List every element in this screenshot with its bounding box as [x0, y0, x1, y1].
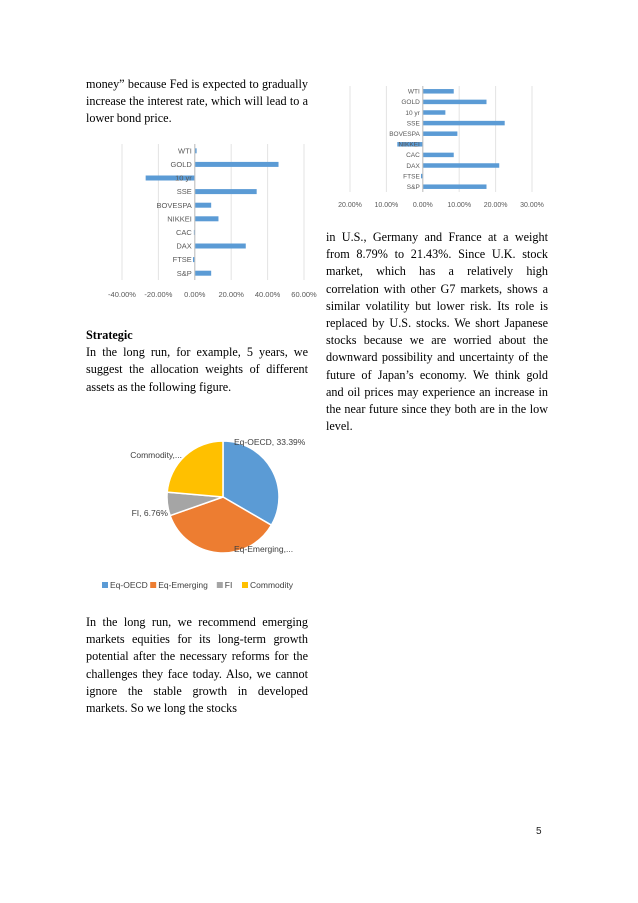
legend-label: Eq-Emerging: [158, 580, 208, 590]
pie-chart-allocation: [96, 430, 318, 598]
legend-label: Eq-OECD: [110, 580, 148, 590]
category-label: S&P: [406, 183, 420, 191]
x-tick-label: 40.00%: [254, 290, 281, 299]
slice-label: Commodity,...: [130, 450, 182, 460]
category-label: CAC: [406, 152, 420, 160]
category-label: GOLD: [401, 99, 420, 107]
bar-chart-returns-wide: [86, 140, 326, 302]
bar: [195, 271, 211, 276]
category-label: WTI: [178, 146, 192, 156]
x-tick-label: -20.00%: [144, 290, 173, 299]
x-tick-label: 20.00%: [218, 290, 244, 299]
category-label: S&P: [176, 268, 192, 278]
x-tick-label: 20.00%: [338, 202, 362, 209]
text-left-top: money” because Fed is expected to gradually increase the interest rate, which will lead to a lower bond price.: [86, 77, 308, 126]
bar: [423, 184, 487, 189]
x-tick-label: 0.00%: [412, 202, 433, 209]
text-left-bottom: In the long run, we recommend emerging markets equities for its long-term growth potential after the necessary reforms for the challenges they face today. Also, we cannot ignore the stable growth in developed markets. So we long the stocks: [86, 615, 308, 716]
x-tick-label: 10.00%: [447, 202, 472, 209]
bar: [423, 89, 454, 94]
x-tick-label: 30.00%: [520, 202, 544, 209]
legend-swatch: [217, 582, 223, 588]
bar: [423, 100, 487, 105]
x-tick-label: 20.00%: [483, 202, 508, 209]
category-label: NIKKEI: [167, 214, 192, 224]
x-tick-label: 60.00%: [291, 290, 317, 299]
heading-strategic: Strategic: [86, 328, 133, 342]
legend-label: FI: [224, 580, 233, 590]
bar: [423, 163, 499, 168]
page-number: 5: [536, 826, 542, 837]
category-label: WTI: [407, 88, 420, 96]
x-tick-label: -40.00%: [108, 290, 136, 299]
section-strategic: [86, 327, 308, 396]
category-label: FTSE: [403, 173, 420, 181]
x-tick-label: 10.00%: [374, 202, 399, 209]
legend-label: Commodity: [250, 580, 293, 590]
bar-chart-returns-narrow: [326, 82, 548, 212]
category-label: 10 yr: [175, 173, 192, 183]
paragraph-right: [326, 229, 548, 435]
bar: [423, 110, 446, 115]
category-label: FTSE: [172, 255, 192, 265]
bar: [423, 121, 505, 126]
slice-label: Eq-OECD, 33.39%: [234, 437, 306, 447]
bar: [195, 189, 257, 194]
category-label: DAX: [176, 241, 192, 251]
bar: [195, 216, 219, 221]
paragraph-left-top: [86, 76, 308, 128]
text-right: in U.S., Germany and France at a weight from 8.79% to 21.43%. Since U.K. stock market, which has a relatively high correlation with other G7 markets, shows a similar volatility but lower risk. Its role is replaced by U.S. stocks. We short Japanese stocks because we are worried about the downward possibility and uncertainty of the future of Japan’s economy. We think gold and oil prices may experience an increase in the near future since they both are in the low level.: [326, 230, 548, 434]
bar: [195, 162, 279, 167]
legend-swatch: [102, 582, 108, 588]
category-label: NIKKEI: [398, 141, 420, 149]
paragraph-left-bottom: [86, 614, 308, 717]
slice-label: FI, 6.76%: [131, 508, 168, 518]
text-strategic-body: In the long run, for example, 5 years, we suggest the allocation weights of different assets as the following figure.: [86, 345, 308, 394]
category-label: CAC: [175, 228, 192, 238]
x-tick-label: 0.00%: [184, 290, 206, 299]
bar: [423, 131, 458, 136]
category-label: BOVESPA: [389, 130, 420, 138]
category-label: DAX: [406, 162, 420, 170]
bar: [195, 203, 211, 208]
category-label: SSE: [176, 187, 192, 197]
bar: [423, 153, 454, 158]
category-label: BOVESPA: [156, 200, 192, 210]
category-label: GOLD: [170, 160, 192, 170]
legend-swatch: [150, 582, 156, 588]
category-label: 10 yr: [405, 109, 420, 117]
slice-label: Eq-Emerging,...: [234, 544, 294, 554]
bar: [195, 244, 246, 249]
legend-swatch: [242, 582, 248, 588]
category-label: SSE: [406, 120, 420, 128]
